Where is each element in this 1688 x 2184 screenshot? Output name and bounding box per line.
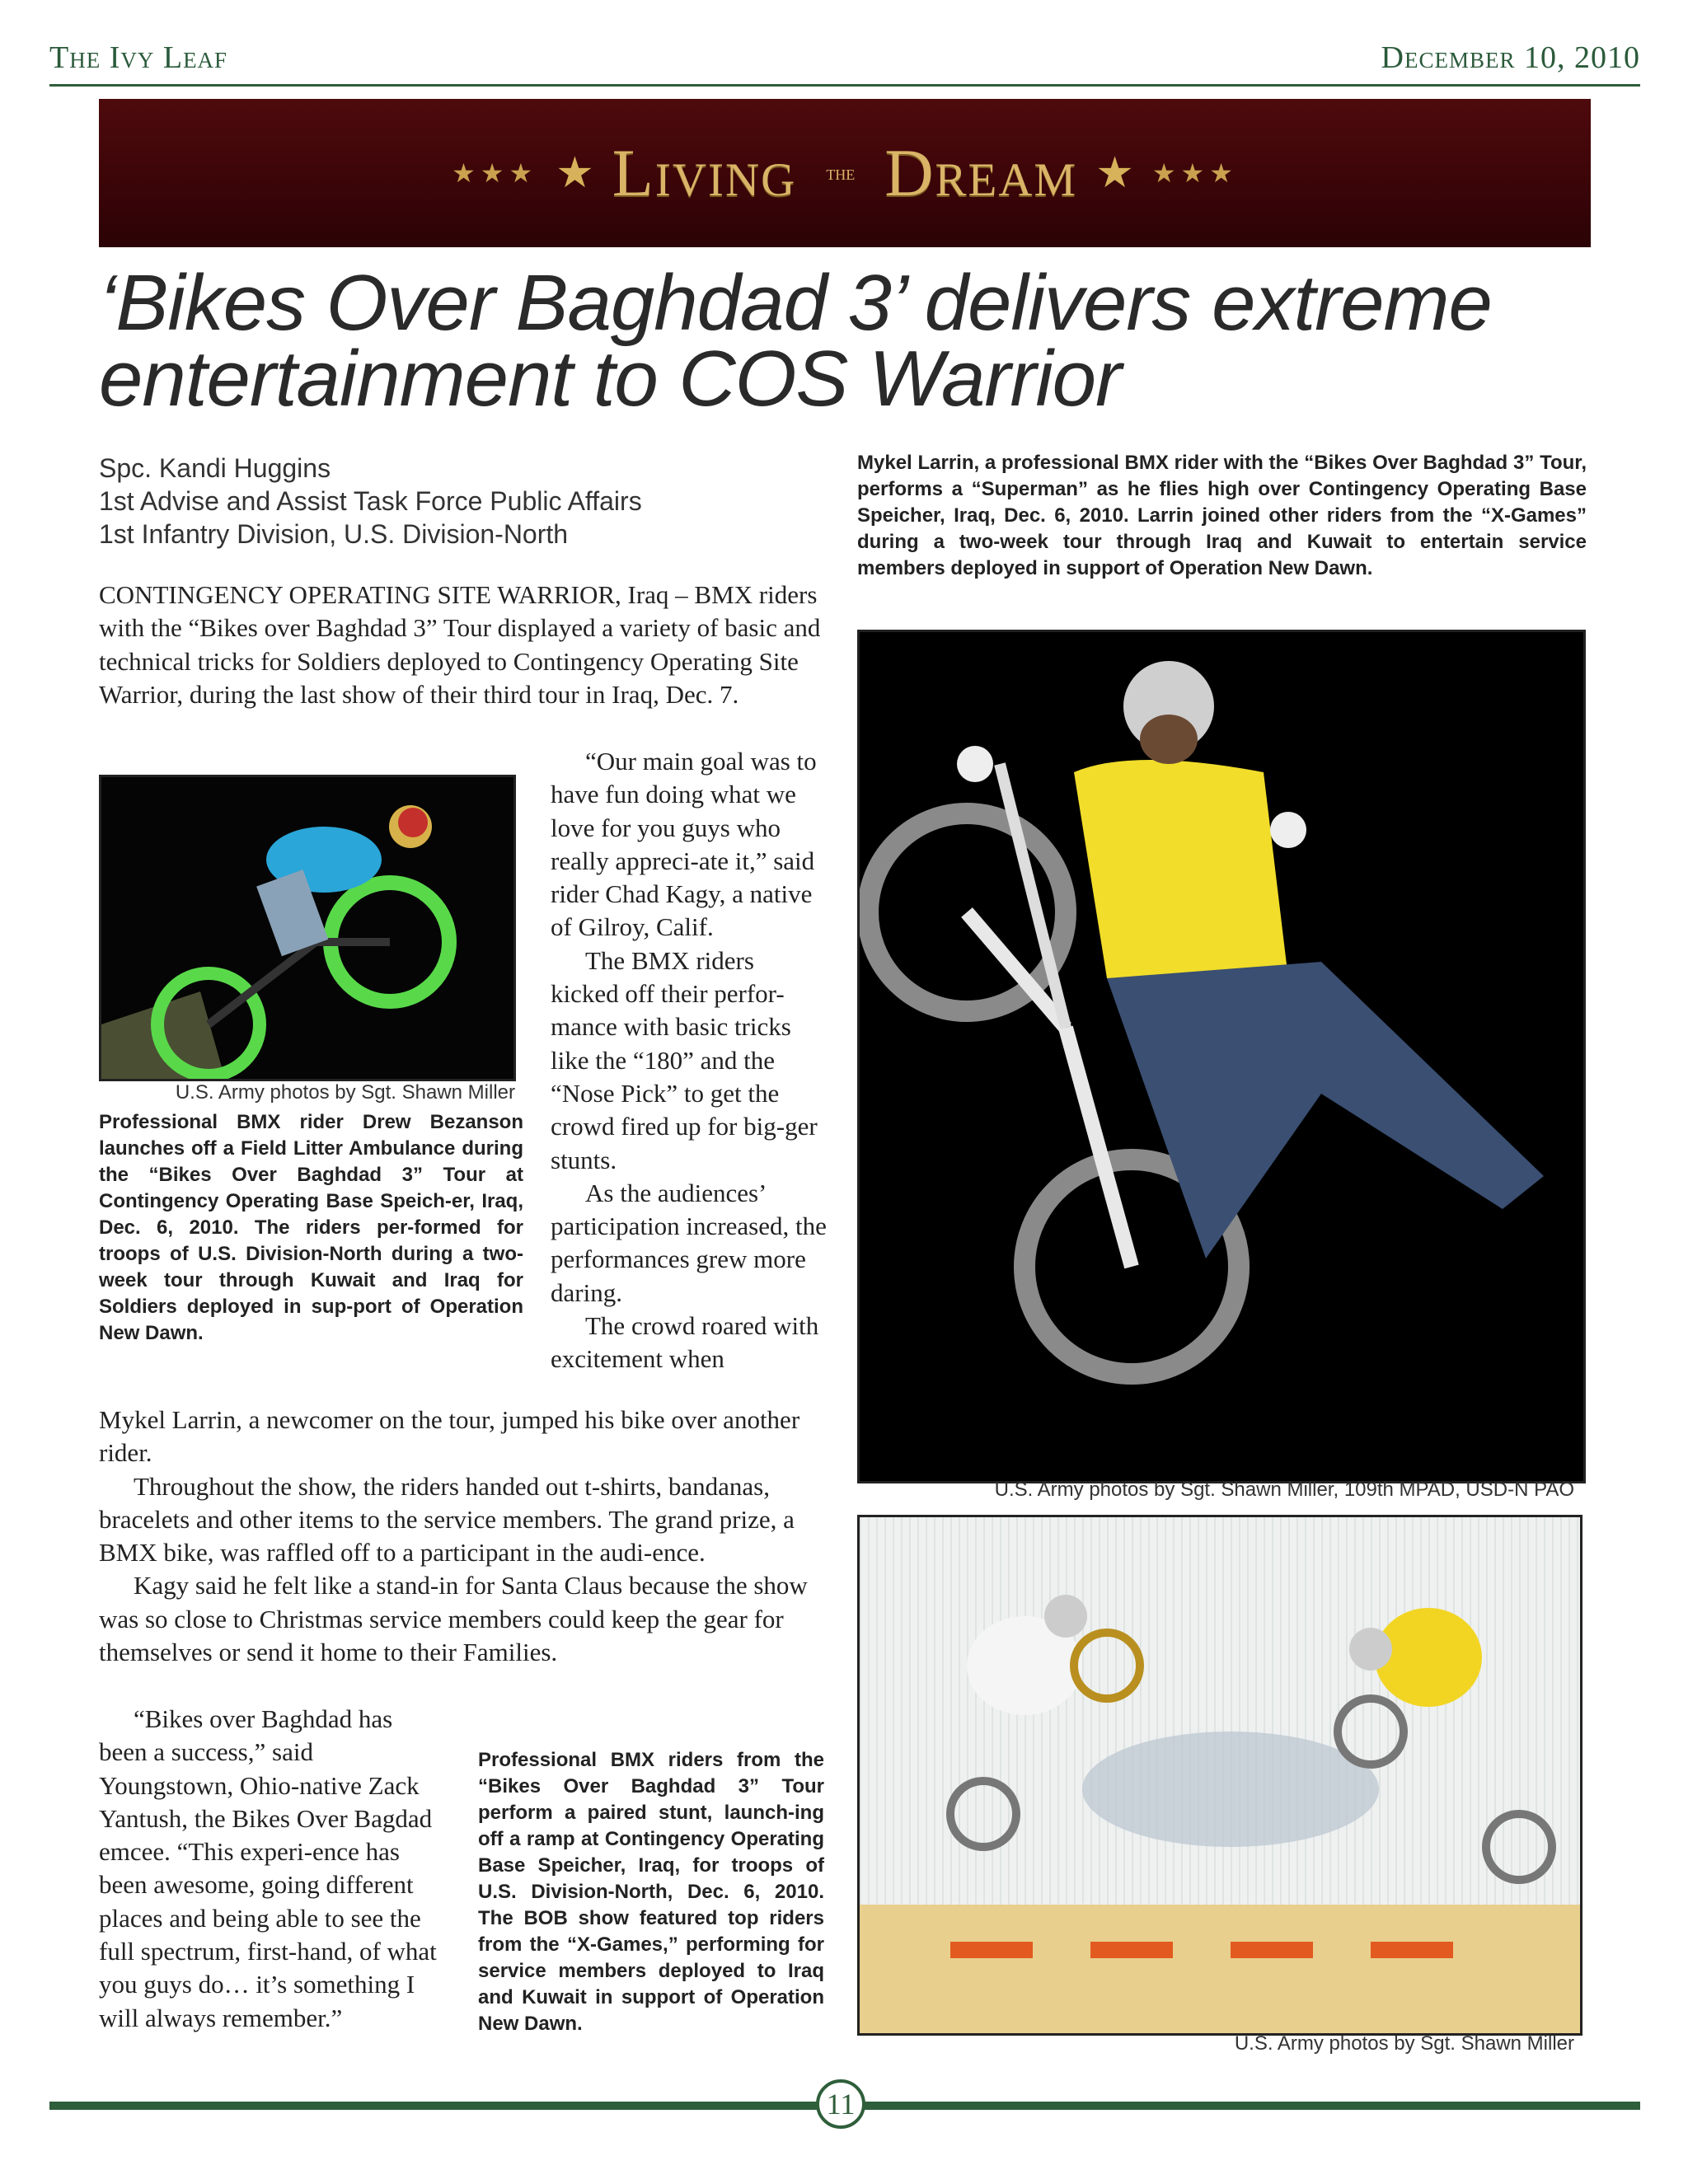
photo-mykel-larrin <box>857 630 1586 1483</box>
photo-credit-small: U.S. Army photos by Sgt. Shawn Miller <box>175 1081 515 1104</box>
caption-bottom-photo: Professional BMX riders from the “Bikes Over Baghdad 3” Tour perform a paired stunt, launch-ing off a ramp at Contingency Operating Base Speicher, Iraq, for troops of U.S. Division-North, Dec. 6, 2010. The BOB show featured top riders from the “X-Games,” performing for service members deployed to Iraq and Kuwait in support of Operation New Dawn. <box>478 1749 824 2035</box>
photo-drew-bezanson <box>99 775 516 1081</box>
paragraph-participation: As the audiences’ participation increased, the performances grew more daring. <box>551 1178 827 1307</box>
paragraph-santa: Kagy said he felt like a stand-in for Santa Claus because the show was so close to Christmas service members could keep the gear for themselves or send it home to their Families. <box>99 1571 808 1667</box>
quote-column <box>99 1703 445 2035</box>
header-divider <box>49 84 1640 87</box>
caption-small-photo: Professional BMX rider Drew Bezanson launches off a Field Litter Ambulance during the “Bikes Over Baghdad 3” Tour at Contingency Operating Base Speich-er, Iraq, Dec. 6, 2010. The riders per-formed for troops of U.S. Division-North during a two-week tour through Kuwait and Iraq for Soldiers deployed in sup-port of Operation New Dawn. <box>99 1111 523 1344</box>
photo-credit-main: U.S. Army photos by Sgt. Shawn Miller, 109th MPAD, USD-N PAO <box>994 1479 1574 1501</box>
star-icons-left: ★★★ <box>452 158 538 188</box>
lead-paragraph: CONTINGENCY OPERATING SITE WARRIOR, Iraq – BMX riders with the “Bikes over Baghdad 3” Tour displayed a variety of basic and technical tricks for Soldiers deployed to Contingency Operating Site Warrior, during the last show of their third tour in Iraq, Dec. 7. <box>99 580 821 709</box>
byline-author: Spc. Kandi Huggins <box>99 453 331 483</box>
bmx-paired-stunt-image <box>860 1517 1580 2033</box>
narrow-column <box>551 745 827 1376</box>
banner-word-living: Living <box>612 135 797 210</box>
caption-main-photo: Mykel Larrin, a professional BMX rider with the “Bikes Over Baghdad 3” Tour, performs a “Superman” as he flies high over Contingency Operating Base Speicher, Iraq, Dec. 6, 2010. Larrin joined other riders from the “X-Games” during a two-week tour through Iraq and Kuwait to entertain service members deployed in support of Operation New Dawn. <box>857 452 1587 579</box>
section-banner <box>99 99 1591 247</box>
issue-date: December 10, 2010 <box>1381 40 1640 75</box>
bmx-rider-image <box>101 777 513 1079</box>
byline <box>99 452 824 551</box>
banner-word-dream: Dream <box>884 135 1078 210</box>
star-icons-right: ★★★ <box>1151 158 1238 188</box>
paragraph-quote-kagy: “Our main goal was to have fun doing what we love for you guys who really appreci-ate it,” said rider Chad Kagy, a native of Gilroy, Calif. <box>551 747 817 942</box>
paragraph-larrin-jump: Mykel Larrin, a newcomer on the tour, jumped his bike over another rider. <box>99 1405 800 1468</box>
banner-word-the: the <box>826 161 856 185</box>
paragraph-giveaways: Throughout the show, the riders handed out t-shirts, bandanas, bracelets and other items to the service members. The grand prize, a BMX bike, was raffled off to a participant in the audi-ence. <box>99 1471 795 1568</box>
page-number: 11 <box>816 2079 865 2129</box>
paragraph-yantush-quote: “Bikes over Baghdad has been a success,” said Youngstown, Ohio-native Zack Yantush, the Bikes Over Bagdad emcee. “This experi-ence has been awesome, going different places and being able to see the full spectrum, first-hand, of what you guys do… it’s something I will always remember.” <box>99 1704 437 2032</box>
photo-paired-stunt <box>857 1515 1582 2036</box>
star-icon-right: ★ <box>1095 150 1134 197</box>
full-column <box>99 1404 828 1669</box>
photo-credit-bottom: U.S. Army photos by Sgt. Shawn Miller <box>1234 2032 1574 2055</box>
byline-division: 1st Infantry Division, U.S. Division-North <box>99 519 569 549</box>
byline-unit: 1st Advise and Assist Task Force Public Affairs <box>99 486 642 516</box>
article-headline: ‘Bikes Over Baghdad 3’ delivers extreme entertainment to COS Warrior <box>99 259 1492 423</box>
bmx-superman-image <box>860 632 1583 1481</box>
publication-name: The Ivy Leaf <box>49 40 228 75</box>
paragraph-basic-tricks: The BMX riders kicked off their perfor-mance with basic tricks like the “180” and the “Nose Pick” to get the crowd fired up for big-ger stunts. <box>551 945 818 1174</box>
paragraph-crowd-roared: The crowd roared with excitement when <box>551 1311 819 1374</box>
star-icon-left: ★ <box>556 150 594 197</box>
